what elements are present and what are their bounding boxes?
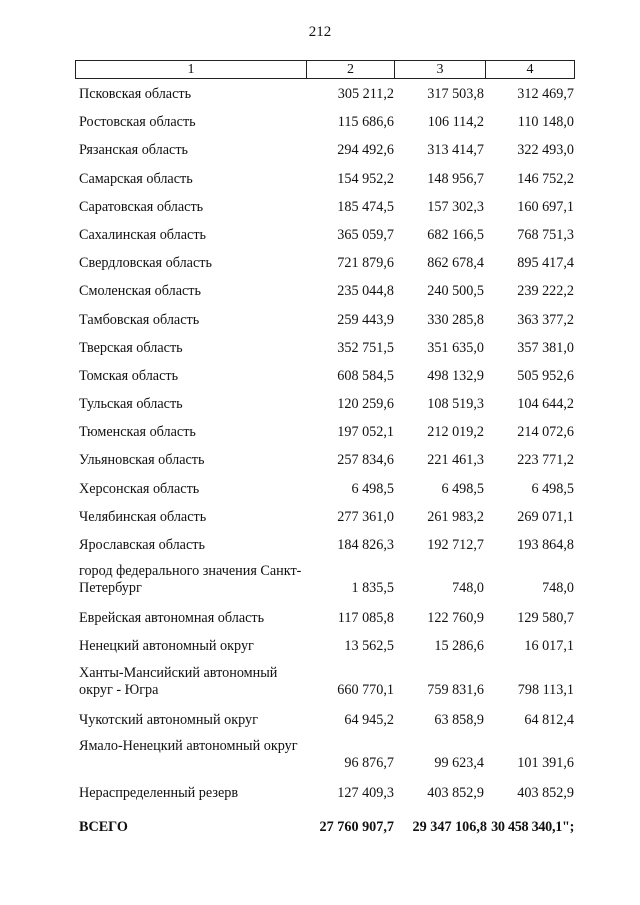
table-row	[0, 604, 640, 632]
value-col-4: 104 644,2	[517, 396, 574, 413]
region-name: Свердловская область	[79, 255, 212, 272]
region-name: Чукотский автономный округ	[79, 711, 258, 728]
table-row	[0, 165, 640, 193]
value-col-4: 239 222,2	[517, 283, 574, 300]
table-row	[0, 779, 640, 807]
value-col-4: 64 812,4	[524, 711, 574, 728]
total-label: ВСЕГО	[79, 818, 128, 835]
value-col-4: 6 498,5	[531, 480, 574, 497]
table-body	[0, 80, 640, 839]
value-col-4: 403 852,9	[517, 784, 574, 801]
value-col-2: 117 085,8	[337, 610, 394, 627]
value-col-3: 317 503,8	[427, 86, 484, 102]
value-col-4: 748,0	[542, 580, 574, 597]
value-col-2: 154 952,2	[337, 170, 394, 187]
table-row	[0, 632, 640, 660]
table-row	[0, 475, 640, 503]
value-col-2: 235 044,8	[337, 283, 394, 300]
value-col-2: 352 751,5	[337, 339, 394, 356]
value-col-2: 64 945,2	[344, 711, 394, 728]
value-col-4: 768 751,3	[517, 226, 574, 243]
value-col-3: 122 760,9	[427, 610, 484, 627]
table-row	[0, 249, 640, 277]
region-name: Томская область	[79, 367, 179, 384]
value-col-3: 6 498,5	[441, 480, 484, 497]
value-col-3: 759 831,6	[427, 681, 484, 698]
table-row	[0, 108, 640, 136]
table-row	[0, 221, 640, 249]
region-name: Ростовская область	[79, 114, 196, 131]
value-col-3: 313 414,7	[427, 142, 484, 159]
table-row	[0, 531, 640, 559]
value-col-4: 223 771,2	[517, 452, 574, 469]
table-row	[0, 734, 640, 779]
value-col-3: 99 623,4	[434, 754, 484, 771]
table-header	[75, 60, 575, 79]
table-row	[0, 390, 640, 418]
value-col-3: 157 302,3	[427, 198, 484, 215]
region-name: Псковская область	[79, 86, 192, 102]
table-row	[0, 193, 640, 221]
value-col-2: 6 498,5	[351, 480, 394, 497]
table-row	[0, 418, 640, 446]
value-col-3: 192 712,7	[427, 537, 484, 553]
value-col-2: 197 052,1	[337, 424, 394, 441]
header-col-1: 1	[187, 61, 195, 77]
value-col-3: 108 519,3	[427, 396, 484, 413]
table-row	[0, 306, 640, 334]
value-col-4: 322 493,0	[517, 142, 574, 159]
value-col-3: 682 166,5	[427, 226, 484, 243]
region-name: Еврейская автономная область	[79, 610, 265, 627]
table-row	[0, 277, 640, 305]
value-col-2: 127 409,3	[337, 784, 394, 801]
region-name: город федерального значения Санкт-Петербург	[79, 563, 302, 597]
value-col-4: 505 952,6	[517, 367, 574, 384]
value-col-3: 106 114,2	[427, 114, 484, 131]
table-row	[0, 503, 640, 531]
value-col-3: 15 286,6	[434, 638, 484, 655]
value-col-3: 221 461,3	[427, 452, 484, 469]
value-col-3: 148 956,7	[427, 170, 484, 187]
region-name: Челябинская область	[79, 508, 207, 525]
value-col-2: 608 584,5	[337, 367, 394, 384]
value-col-4: 146 752,2	[517, 170, 574, 187]
value-col-2: 184 826,3	[337, 537, 394, 553]
value-col-2: 96 876,7	[344, 754, 394, 771]
region-name: Ханты-Мансийский автономный округ - Югра	[79, 664, 278, 698]
value-col-2: 365 059,7	[337, 226, 394, 243]
value-col-3: 330 285,8	[427, 311, 484, 328]
value-col-4: 193 864,8	[517, 537, 574, 553]
value-col-4: 129 580,7	[517, 610, 574, 627]
value-col-4: 798 113,1	[517, 681, 574, 698]
region-name: Сахалинская область	[79, 226, 207, 243]
value-col-2: 185 474,5	[337, 198, 394, 215]
region-name: Смоленская область	[79, 283, 201, 300]
value-col-2: 259 443,9	[337, 311, 394, 328]
header-col-3: 3	[394, 61, 485, 78]
value-col-3: 261 983,2	[427, 508, 484, 525]
value-col-2: 294 492,6	[337, 142, 394, 159]
value-col-3: 240 500,5	[427, 283, 484, 300]
page-number: 212	[308, 24, 332, 40]
value-col-3: 63 858,9	[434, 711, 484, 728]
region-name: Рязанская область	[79, 142, 189, 159]
table-row	[0, 136, 640, 164]
value-col-4: 895 417,4	[517, 255, 574, 272]
header-col-4: 4	[485, 61, 574, 78]
table-row	[0, 446, 640, 474]
table-row	[0, 661, 640, 706]
region-name: Саратовская область	[79, 198, 204, 215]
table-row	[0, 80, 640, 108]
value-col-4: 160 697,1	[517, 198, 574, 215]
value-col-2: 660 770,1	[337, 681, 394, 698]
table-row	[0, 706, 640, 734]
region-name: Ярославская область	[79, 537, 205, 553]
value-col-3: 498 132,9	[427, 367, 484, 384]
header-col-2: 2	[306, 61, 394, 78]
region-name: Ямало-Ненецкий автономный округ	[79, 737, 298, 754]
value-col-2: 115 686,6	[337, 114, 394, 131]
region-name: Тульская область	[79, 396, 183, 413]
value-col-3: 403 852,9	[427, 784, 484, 801]
value-col-4: 101 391,6	[517, 754, 574, 771]
value-col-3: 212 019,2	[427, 424, 484, 441]
total-col-3: 29 347 106,8	[412, 818, 487, 835]
value-col-2: 721 879,6	[337, 255, 394, 272]
value-col-4: 269 071,1	[517, 508, 574, 525]
region-name: Херсонская область	[79, 480, 200, 497]
total-col-4: 30 458 340,1";	[491, 818, 574, 835]
value-col-3: 351 635,0	[427, 339, 484, 356]
value-col-4: 16 017,1	[524, 638, 574, 655]
total-col-2: 27 760 907,7	[319, 818, 394, 835]
value-col-4: 110 148,0	[517, 114, 574, 131]
table-row	[0, 559, 640, 604]
value-col-2: 277 361,0	[337, 508, 394, 525]
value-col-2: 1 835,5	[351, 580, 394, 597]
table-row	[0, 362, 640, 390]
region-name: Нераспределенный резерв	[79, 784, 239, 801]
value-col-2: 13 562,5	[344, 638, 394, 655]
region-name: Тюменская область	[79, 424, 196, 441]
region-name: Тверская область	[79, 339, 183, 356]
value-col-3: 748,0	[452, 580, 484, 597]
region-name: Тамбовская область	[79, 311, 200, 328]
value-col-3: 862 678,4	[427, 255, 484, 272]
table-row	[0, 334, 640, 362]
region-name: Самарская область	[79, 170, 193, 187]
value-col-2: 120 259,6	[337, 396, 394, 413]
value-col-4: 214 072,6	[517, 424, 574, 441]
value-col-2: 257 834,6	[337, 452, 394, 469]
region-name: Ульяновская область	[79, 452, 205, 469]
value-col-2: 305 211,2	[337, 86, 394, 102]
value-col-4: 357 381,0	[517, 339, 574, 356]
total-row	[0, 807, 640, 839]
value-col-4: 363 377,2	[517, 311, 574, 328]
value-col-4: 312 469,7	[517, 86, 574, 102]
region-name: Ненецкий автономный округ	[79, 638, 254, 655]
